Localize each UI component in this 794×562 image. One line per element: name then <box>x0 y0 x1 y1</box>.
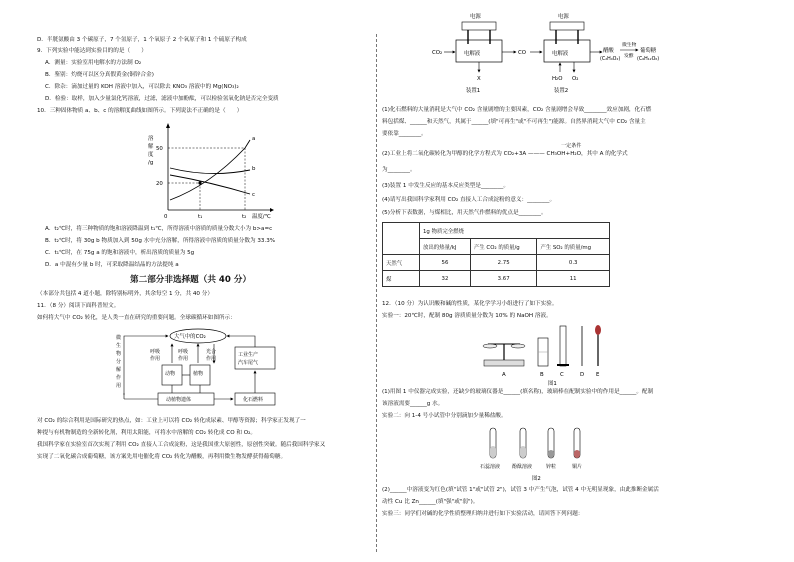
decomposer-7: 用 <box>116 383 122 389</box>
intersection-point <box>198 181 201 184</box>
right-column <box>380 0 794 562</box>
decomposer-2: 生 <box>116 343 122 349</box>
fig2-caption: 图2 <box>532 476 541 482</box>
cell: 2.75 <box>470 255 536 271</box>
r-q2-line1: (2)工业上将二氧化碳转化为甲醇的化学方程式为 CO₂+3A ——— CH₃OH+H₂O，其中 A 的化学式 <box>382 151 628 157</box>
paragraph-4: 实现了二氧化碳合成葡萄糖，该方案先用电催化将 CO₂ 转化为醋酸，再利用微生物发酵获得葡萄糖。 <box>37 454 287 460</box>
curve-c <box>170 175 250 194</box>
x1-label: X <box>477 76 481 82</box>
resp1-label: 呼吸 <box>150 349 161 355</box>
power2-label: 电源 <box>558 14 569 20</box>
origin-label: 0 <box>164 214 168 220</box>
q10-option-b: B．t₂℃时，将 30g b 物质加入到 50g 水中充分溶解，所得溶液中溶质的质量分数为 33.3% <box>45 238 276 244</box>
tube-1-label: 石蕊溶液 <box>480 464 501 470</box>
label-a: A <box>502 372 506 378</box>
animal-label: 动物 <box>165 371 176 377</box>
curve-a-label: a <box>252 136 256 142</box>
figure1-equipment <box>480 322 620 386</box>
fossil-label: 化石燃料 <box>243 397 264 403</box>
electrolyte1-label: 电解液 <box>464 51 481 57</box>
remains-label: 动植物遗体 <box>166 397 192 403</box>
section-title: 第二部分非选择题（共 40 分） <box>130 275 252 285</box>
column-divider <box>376 34 377 552</box>
device2-label: 装置2 <box>554 88 569 94</box>
table-col1: 放出的热量/kJ <box>420 239 471 255</box>
cell: 56 <box>420 255 471 271</box>
q9-option-a: A．测量：实验室用电解水的方法制 O₂ <box>45 60 142 66</box>
curve-c-label: c <box>252 192 255 198</box>
tick-20: 20 <box>156 181 163 187</box>
o2-label: O₂ <box>572 76 579 82</box>
label-b: B <box>540 372 544 378</box>
table-row <box>383 271 610 287</box>
tube-2-label: 酚酞溶液 <box>512 464 533 470</box>
cylinder-base <box>557 364 569 366</box>
tick-t1: t₁ <box>198 214 203 220</box>
atmosphere-label: 大气中的CO₂ <box>174 334 206 340</box>
decomposer-4: 分 <box>116 359 122 365</box>
paragraph-3: 我国科学家在实验室首次实现了利用 CO₂ 直接人工合成淀粉，这是我国重大原创性，原创性突破。随后我国科学家又 <box>37 442 326 448</box>
q12-stem: 12．（10 分）为认识酸和碱的性质，某化学学习小组进行了如下实验。 <box>382 301 558 307</box>
y-label-1: 溶 <box>148 136 154 142</box>
row-name: 天然气 <box>383 255 420 271</box>
acetic-label: 醋酸 <box>603 48 614 54</box>
q10-option-c: C．t₁℃时，在 75g a 的饱和溶液中，析出溶质的质量为 5g <box>45 250 195 256</box>
power2-wire <box>550 22 584 30</box>
decomposer-3: 物 <box>116 351 122 357</box>
r-q4: (4)请写出我国科学家利用 CO₂ 直接人工合成淀粉的意义：________。 <box>382 197 556 203</box>
power1-label: 电源 <box>470 14 481 20</box>
co2-label: CO₂ <box>432 50 443 56</box>
paragraph-1: 对 CO₂ 的综合利用是国际研究的热点，如：工业上可以将 CO₂ 转化成尿素、甲醇等资源；科学家正发现了一 <box>37 418 306 424</box>
electrolysis-apparatus <box>432 10 672 98</box>
table-row <box>383 255 610 271</box>
y-label-2: 解 <box>148 144 154 150</box>
resp2b-label: 作用 <box>178 356 189 362</box>
label-e: E <box>596 372 600 378</box>
table-col2: 产生 CO₂ 的质量/g <box>470 239 536 255</box>
curve-b-label: b <box>252 166 256 172</box>
tube-3-label: 锌粒 <box>546 464 557 470</box>
r-q3: (3)装置 1 中发生反应的基本反应类型是________。 <box>382 183 509 189</box>
cell: 32 <box>420 271 471 287</box>
h2o-label: H₂O <box>552 76 563 82</box>
paragraph-2: 种提与有机物制造的全新转化剂，利用太阳能，可将水中溶解的 CO₂ 转化成 CO 和 O₂。 <box>37 430 256 436</box>
glucose-formula: (C₆H₁₂O₆) <box>637 57 660 62</box>
q12-1-line2: 该溶液需要______g 水。 <box>382 401 444 407</box>
reaction-condition: 一定条件 <box>561 143 582 149</box>
q10-stem: 10．三种固体物质 a、b、c 的溶解度曲线如图所示。下列说法不正确的是（ ） <box>37 108 243 114</box>
r-q1-line2: 料包括煤、______和天然气，其属于______(填"可再生"或"不可再生")能源。自然界消耗大气中 CO₂ 含量主 <box>382 119 646 125</box>
balance-pan-right <box>511 344 525 348</box>
decomposer-5: 解 <box>116 367 122 373</box>
r-q1-line1: (1)化石燃料的大量消耗是大气中 CO₂ 含量剧增的主要因素，CO₂ 含量剧增会导致________效应加剧，化石燃 <box>382 107 652 113</box>
q12-1-line1: (1)用图 1 中仪器完成实验，还缺少的玻璃仪器是______(填名称)，玻璃棒在配制实验中的作用是______。配制 <box>382 389 654 395</box>
q12-exp3: 实验三：同学们对碱的化学性质整理归纳并进行如下实验活动，请回答下列问题： <box>382 511 584 517</box>
q12-2-line1: (2)______中溶液变为红色(填"试管 1"或"试管 2")，试管 3 中产生气泡，试管 4 中无明显现象，由此推断金属活 <box>382 487 659 493</box>
dropper-bulb <box>595 325 601 335</box>
y-axis-arrow <box>166 123 170 128</box>
x-axis-label: 温度/℃ <box>252 214 271 220</box>
carbon-cycle-diagram <box>110 327 290 411</box>
tube-4-solid <box>574 450 580 458</box>
fig1-caption: 图1 <box>548 381 557 387</box>
industry-label: 工业生产 <box>238 352 259 358</box>
row-name: 煤 <box>383 271 420 287</box>
device1-label: 装置1 <box>466 88 481 94</box>
balance-base <box>484 360 524 366</box>
fuel-table <box>382 222 610 287</box>
tube-1-liquid <box>490 446 496 458</box>
q12-2-line2: 动性 Cu 比 Zn______(填"强"或"弱")。 <box>382 499 479 505</box>
section-note: （本部分共包括 4 道小题，除特别标明外，其余每空 1 分，共 40 分） <box>37 291 213 297</box>
solubility-chart <box>140 120 280 220</box>
curve-b <box>170 168 250 174</box>
exhaust-label: 汽车尾气 <box>238 360 259 366</box>
resp2-label: 呼吸 <box>178 349 189 355</box>
figure2-test-tubes <box>472 424 612 484</box>
glucose-label: 葡萄糖 <box>640 48 657 54</box>
table-header-top: 1g 物质完全燃烧 <box>420 223 610 239</box>
cell: 0.3 <box>537 255 610 271</box>
co-label: CO <box>518 50 527 56</box>
ferment-label: 发酵 <box>624 54 634 59</box>
r-q1-line3: 要依靠________。 <box>382 131 427 137</box>
decomposer-6: 作 <box>116 375 122 381</box>
power1-wire <box>462 22 496 30</box>
q9-option-c: C．除杂：滴加过量的 KOH 溶液中加入，可以除去 KNO₃ 溶液中的 Mg(NO₃)₂ <box>45 84 239 90</box>
r-q5: (5)分析下表数据，与煤相比，用天然气作燃料的优点是________。 <box>382 210 547 216</box>
acetic-formula: (C₂H₄O₂) <box>600 57 621 62</box>
tube-4-label: 铜片 <box>572 464 583 470</box>
q9-option-b: B．鉴别：灼烧可以区分真假黄金(铜锌合金) <box>45 72 154 78</box>
decomposer-1: 微 <box>116 335 122 341</box>
decomposer-arrow <box>124 336 168 395</box>
label-c: C <box>560 372 564 378</box>
q12-exp2: 实验二：向 1-4 号小试管中分别滴加少量稀盐酸。 <box>382 413 507 419</box>
q10-option-d: D．a 中混有少量 b 时，可采取降温结晶的方法提纯 a <box>45 262 179 268</box>
tick-t2: t₂ <box>242 214 247 220</box>
industry-arrow <box>227 336 255 347</box>
q10-option-a: A．t₂℃时，将三种物质的饱和溶液降温到 t₁℃，所得溶液中溶质的质量分数大小为 b>a=c <box>45 226 273 232</box>
curve-a <box>170 140 250 200</box>
q9-stem: 9．下列实验中能达到实验目的的是（ ） <box>37 48 147 54</box>
label-d: D <box>580 372 585 378</box>
cell: 11 <box>537 271 610 287</box>
plant-label: 植物 <box>193 371 204 377</box>
q12-exp1: 实验一：20℃时，配制 80g 溶质质量分数为 10% 的 NaOH 溶液。 <box>382 313 552 319</box>
electrolyte2-label: 电解液 <box>552 51 569 57</box>
left-column <box>0 0 374 562</box>
microbe-label: 微生物 <box>622 43 637 48</box>
table-col3: 产生 SO₂ 的质量/mg <box>537 239 610 255</box>
q11-stem: 11．（8 分）阅读下面科普短文。 <box>37 303 120 309</box>
tube-2-liquid <box>520 446 526 458</box>
q11-intro: 如何将大气中 CO₂ 转化，是人类一直在研究的重要问题。全球碳循环如图所示： <box>37 315 236 321</box>
x-axis-arrow <box>270 208 274 212</box>
photo-label: 光合 <box>206 349 217 355</box>
q8-option-d: D．半胱氨酸由 3 个碳原子，7 个氢原子，1 个氧原子 2 个氧原子和 1 个硫原子构成 <box>37 37 247 43</box>
r-q2-line2: 为________。 <box>382 167 416 173</box>
tube-3-solid <box>548 450 554 458</box>
tick-50: 50 <box>156 146 163 152</box>
balance-pan-left <box>483 344 497 348</box>
photob-label: 作用 <box>206 356 217 362</box>
cylinder-c <box>560 326 566 366</box>
table-corner <box>383 223 420 255</box>
cell: 3.67 <box>470 271 536 287</box>
y-label-4: /g <box>148 160 154 166</box>
resp1b-label: 作用 <box>150 356 161 362</box>
y-label-3: 度 <box>148 152 154 158</box>
q9-option-d: D．检验：取样，加入少量氯化钙溶液，过滤，滤液中加酚酞，可以检验氢氧化钠是否完全变质 <box>45 96 279 102</box>
